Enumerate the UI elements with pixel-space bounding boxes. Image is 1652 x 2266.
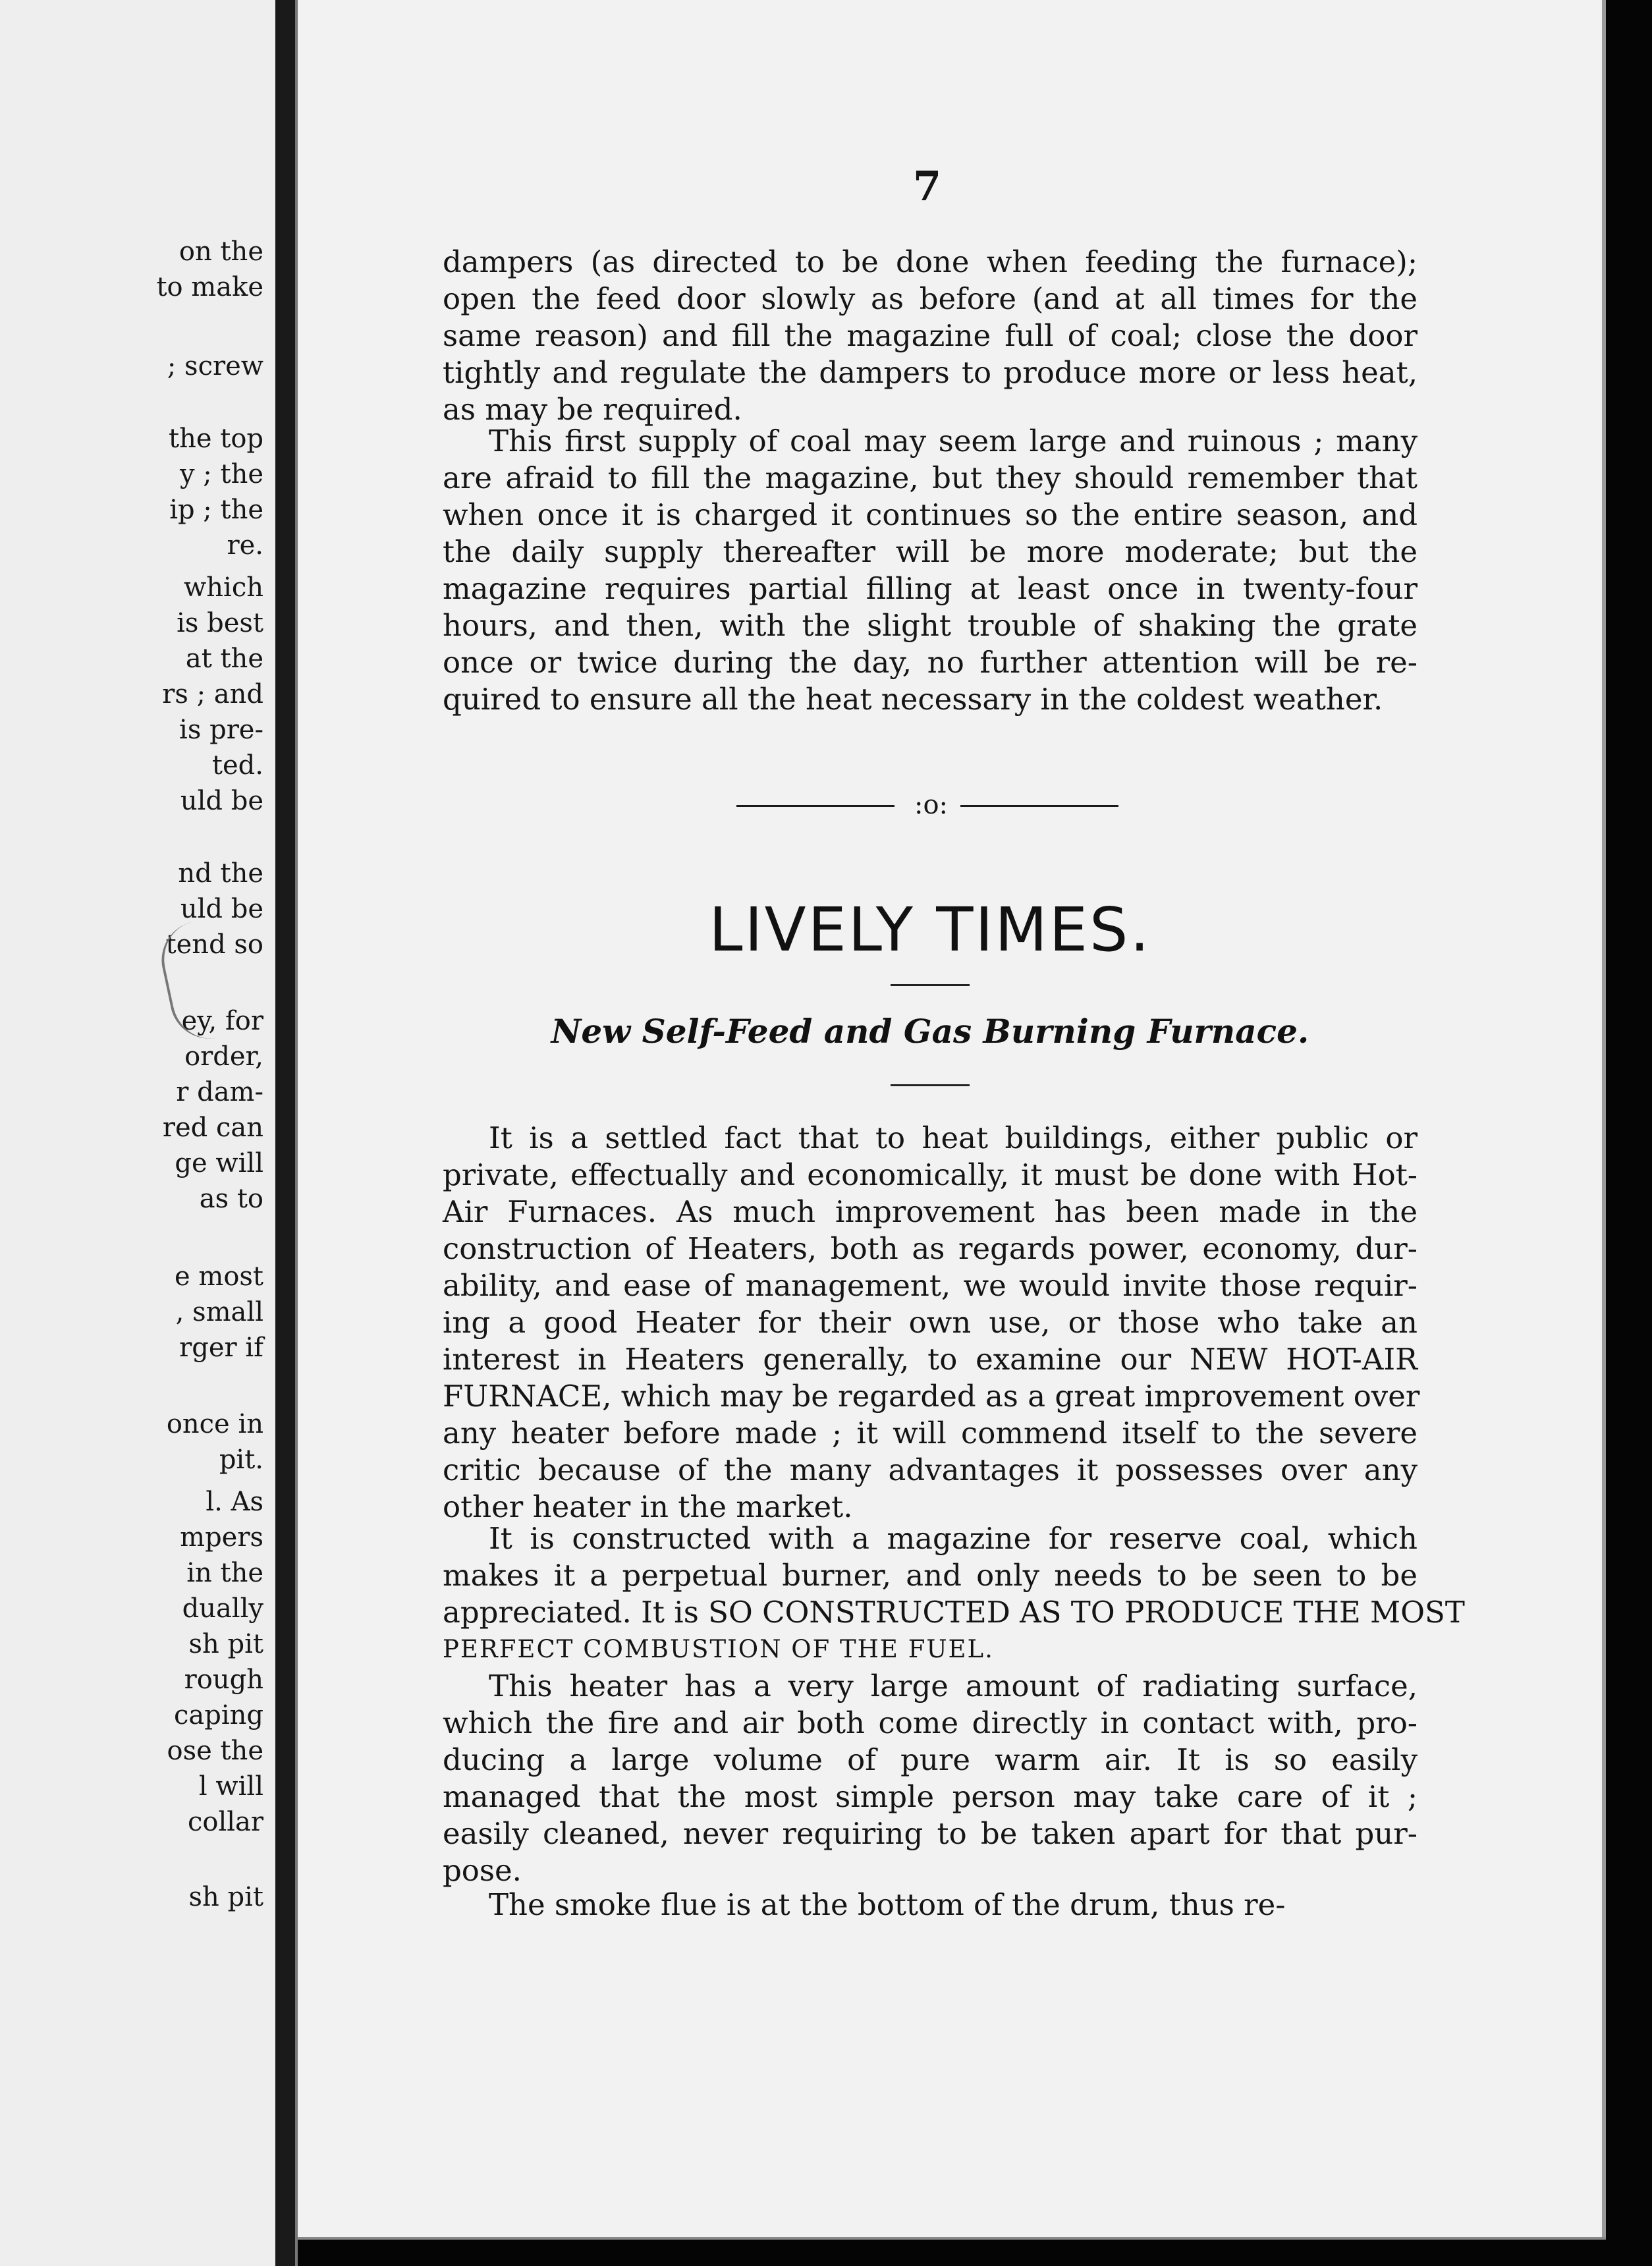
text-line: interest in Heaters generally, to examine our NEW HOT-AIR bbox=[443, 1342, 1418, 1377]
text-line: FURNACE, which may be regarded as a great improvement over bbox=[443, 1379, 1420, 1414]
page-bottom-edge bbox=[298, 2237, 1606, 2240]
previous-page-line: ted. bbox=[211, 750, 263, 781]
binding-spine bbox=[275, 0, 295, 2266]
previous-page-line: ey, for bbox=[181, 1006, 263, 1036]
previous-page-line: rough bbox=[184, 1665, 263, 1695]
text-line: PERFECT COMBUSTION OF THE FUEL. bbox=[443, 1635, 994, 1663]
text-line: makes it a perpetual burner, and only needs to be seen to be bbox=[443, 1558, 1418, 1593]
previous-page-line: nd the bbox=[178, 858, 263, 889]
text-line: It is a settled fact that to heat buildings, either public or bbox=[489, 1120, 1418, 1155]
previous-page-line: the top bbox=[169, 424, 263, 454]
text-line: appreciated. It is SO CONSTRUCTED AS TO PRODUCE THE MOST bbox=[443, 1595, 1465, 1630]
previous-page-line: sh pit bbox=[188, 1882, 263, 1912]
previous-page-line: as to bbox=[199, 1184, 263, 1214]
body-paragraph-4 bbox=[443, 1887, 1418, 1923]
previous-page-line: rs ; and bbox=[162, 679, 263, 709]
previous-page-line: which bbox=[184, 572, 263, 603]
text-line: pose. bbox=[443, 1853, 522, 1888]
text-line: managed that the most simple person may take care of it ; bbox=[443, 1779, 1418, 1814]
previous-page-line: rger if bbox=[179, 1333, 263, 1363]
text-line: ducing a large volume of pure warm air. It is so easily bbox=[443, 1742, 1418, 1777]
previous-page-line: once in bbox=[166, 1409, 263, 1439]
text-line: easily cleaned, never requiring to be taken apart for that pur- bbox=[443, 1816, 1418, 1851]
divider-rule-left bbox=[736, 805, 895, 807]
previous-page-line: ; screw bbox=[167, 351, 263, 381]
previous-page-fragment bbox=[0, 0, 275, 2266]
body-paragraph-1 bbox=[443, 1120, 1418, 1526]
subtitle-underline bbox=[891, 1084, 970, 1086]
text-line: private, effectually and economically, it must be done with Hot- bbox=[443, 1157, 1418, 1192]
text-line: same reason) and fill the magazine full of coal; close the door bbox=[443, 318, 1418, 353]
previous-page-line: caping bbox=[173, 1700, 263, 1730]
text-line: quired to ensure all the heat necessary in the coldest weather. bbox=[443, 682, 1383, 717]
text-line: which the fire and air both come directly in contact with, pro- bbox=[443, 1705, 1418, 1740]
text-line: hours, and then, with the slight trouble of shaking the grate bbox=[443, 608, 1418, 643]
previous-page-line: y ; the bbox=[179, 459, 263, 489]
text-line: any heater before made ; it will commend itself to the severe bbox=[443, 1416, 1418, 1451]
text-line: once or twice during the day, no further attention will be re- bbox=[443, 645, 1418, 680]
previous-page-line: at the bbox=[185, 644, 263, 674]
text-line: This heater has a very large amount of radiating surface, bbox=[489, 1669, 1418, 1703]
previous-page-line: l will bbox=[198, 1771, 263, 1802]
previous-page-line: uld be bbox=[180, 786, 263, 816]
text-line: critic because of the many advantages it possesses over any bbox=[443, 1452, 1418, 1487]
divider-mark: :o: bbox=[914, 790, 949, 820]
divider-rule-right bbox=[960, 805, 1118, 807]
section-divider bbox=[736, 792, 1118, 818]
previous-page-line: ip ; the bbox=[169, 495, 263, 525]
previous-page-line: tend so bbox=[165, 929, 263, 960]
text-line: The smoke flue is at the bottom of the drum, thus re- bbox=[489, 1887, 1286, 1922]
previous-page-line: uld be bbox=[180, 894, 263, 924]
previous-page-line: re. bbox=[227, 530, 263, 561]
text-line: the daily supply thereafter will be more moderate; but the bbox=[443, 534, 1418, 569]
previous-page-text bbox=[0, 0, 275, 2266]
previous-page-line: , small bbox=[175, 1297, 263, 1327]
section-title: LIVELY TIMES. bbox=[709, 895, 1151, 965]
text-line: This first supply of coal may seem large and ruinous ; many bbox=[489, 424, 1418, 458]
text-line: magazine requires partial filling at least once in twenty-four bbox=[443, 571, 1418, 606]
text-line: It is constructed with a magazine for reserve coal, which bbox=[489, 1521, 1418, 1556]
text-line: tightly and regulate the dampers to produce more or less heat, bbox=[443, 355, 1418, 390]
intro-paragraph-2 bbox=[443, 423, 1418, 718]
text-line: other heater in the market. bbox=[443, 1489, 853, 1524]
previous-page-line: l. As bbox=[206, 1487, 263, 1517]
page-right-edge bbox=[1602, 0, 1606, 2240]
text-line: Air Furnaces. As much improvement has been made in the bbox=[443, 1194, 1418, 1229]
previous-page-line: r dam- bbox=[176, 1077, 263, 1107]
text-line: ing a good Heater for their own use, or those who take an bbox=[443, 1305, 1418, 1340]
previous-page-line: is best bbox=[177, 608, 263, 638]
previous-page-line: order, bbox=[184, 1041, 263, 1072]
page-number: 7 bbox=[913, 162, 942, 210]
text-line: construction of Heaters, both as regards power, economy, dur- bbox=[443, 1231, 1418, 1266]
previous-page-line: to make bbox=[156, 272, 263, 302]
previous-page-line: ge will bbox=[175, 1148, 263, 1178]
text-line: open the feed door slowly as before (and at all times for the bbox=[443, 281, 1418, 316]
text-line: dampers (as directed to be done when feeding the furnace); bbox=[443, 244, 1418, 279]
previous-page-line: pit. bbox=[219, 1445, 263, 1475]
text-line: are afraid to fill the magazine, but they should remember that bbox=[443, 460, 1418, 495]
previous-page-line: collar bbox=[187, 1807, 263, 1837]
body-paragraph-2 bbox=[443, 1520, 1465, 1668]
previous-page-line: red can bbox=[162, 1113, 263, 1143]
title-underline bbox=[891, 984, 970, 986]
previous-page-line: sh pit bbox=[188, 1629, 263, 1659]
section-subtitle: New Self-Feed and Gas Burning Furnace. bbox=[551, 1012, 1309, 1051]
previous-page-line: mpers bbox=[180, 1522, 263, 1553]
text-line: ability, and ease of management, we would invite those requir- bbox=[443, 1268, 1418, 1303]
intro-paragraph-1 bbox=[443, 244, 1418, 428]
body-paragraph-3 bbox=[443, 1668, 1418, 1889]
previous-page-line: in the bbox=[186, 1558, 263, 1588]
previous-page-line: is pre- bbox=[179, 715, 263, 745]
text-line: as may be required. bbox=[443, 392, 742, 427]
previous-page-line: dually bbox=[182, 1593, 263, 1624]
previous-page-line: e most bbox=[175, 1261, 263, 1292]
previous-page-line: on the bbox=[179, 236, 263, 267]
text-line: when once it is charged it continues so the entire season, and bbox=[443, 497, 1418, 532]
previous-page-line: ose the bbox=[167, 1736, 263, 1766]
